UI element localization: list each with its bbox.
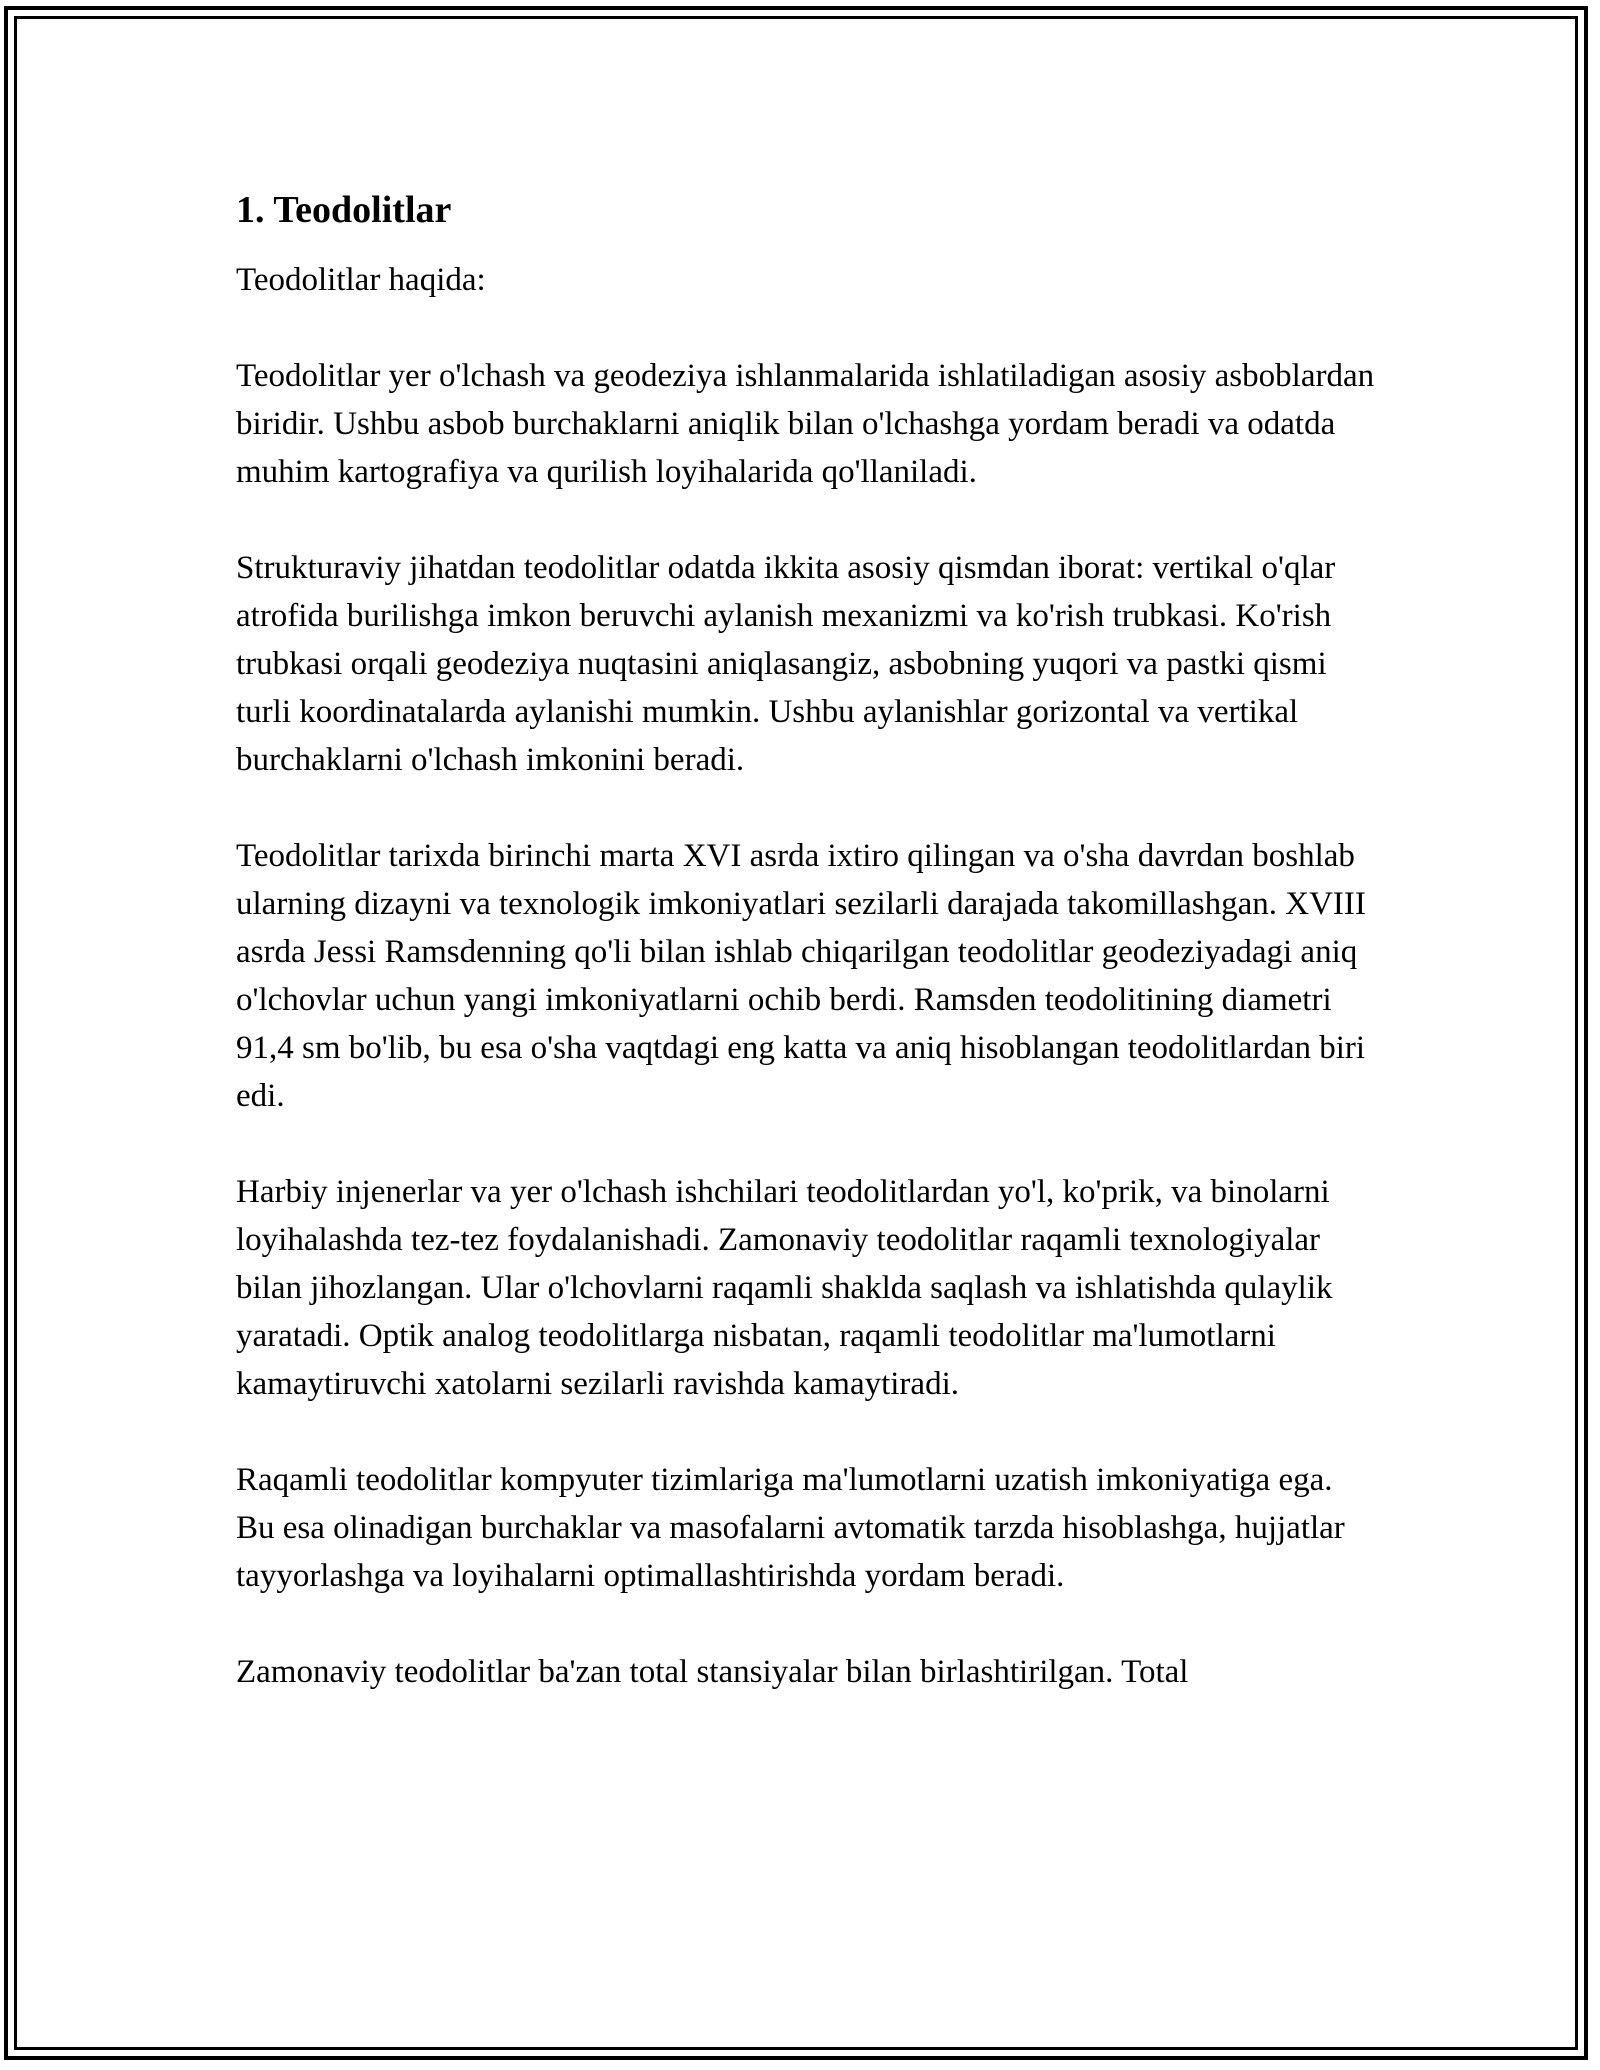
paragraph-1: Teodolitlar yer o'lchash va geodeziya ishlanmalarida ishlatiladigan asosiy asboblardan biridir. Ushbu asbob burchaklarni aniqlik bilan o'lchashga yordam beradi va odatda muhim kartografiya va qurilish loyihalarida qo'llaniladi. [236, 358, 1375, 490]
paragraph-5: Raqamli teodolitlar kompyuter tizimlariga ma'lumotlarni uzatish imkoniyatiga ega. Bu esa olinadigan burchaklar va masofalarni avtomatik tarzda hisoblashga, hujjatlar tayyorlashga va loyihalarni optimallashtirishda yordam beradi. [236, 1462, 1345, 1594]
intro-line: Teodolitlar haqida: [236, 262, 486, 298]
document-body [236, 186, 1376, 1696]
paragraph-6: Zamonaviy teodolitlar ba'zan total stansiyalar bilan birlashtirilgan. Total [236, 1654, 1189, 1690]
document-title: 1. Teodolitlar [236, 189, 452, 231]
paragraph-4: Harbiy injenerlar va yer o'lchash ishchilari teodolitlardan yo'l, ko'prik, va binolarni loyihalashda tez-tez foydalanishadi. Zamonaviy teodolitlar raqamli texnologiyalar bilan jihozlangan. Ular o'lchovlarni raqamli shaklda saqlash va ishlatishda qulaylik yaratadi. Optik analog teodolitlarga nisbatan, raqamli teodolitlar ma'lumotlarni kamaytiruvchi xatolarni sezilarli ravishda kamaytiradi. [236, 1174, 1333, 1402]
paragraph-3: Teodolitlar tarixda birinchi marta XVI asrda ixtiro qilingan va o'sha davrdan boshlab ularning dizayni va texnologik imkoniyatlari sezilarli darajada takomillashgan. XVIII asrda Jessi Ramsdenning qo'li bilan ishlab chiqarilgan teodolitlar geodeziyadagi aniq o'lchovlar uchun yangi imkoniyatlarni ochib berdi. Ramsden teodolitining diametri 91,4 sm bo'lib, bu esa o'sha vaqtdagi eng katta va aniq hisoblangan teodolitlardan biri edi. [236, 838, 1366, 1114]
paragraph-2: Strukturaviy jihatdan teodolitlar odatda ikkita asosiy qismdan iborat: vertikal o'qlar atrofida burilishga imkon beruvchi aylanish mexanizmi va ko'rish trubkasi. Ko'rish trubkasi orqali geodeziya nuqtasini aniqlasangiz, asbobning yuqori va pastki qismi turli koordinatalarda aylanishi mumkin. Ushbu aylanishlar gorizontal va vertikal burchaklarni o'lchash imkonini beradi. [236, 550, 1336, 778]
